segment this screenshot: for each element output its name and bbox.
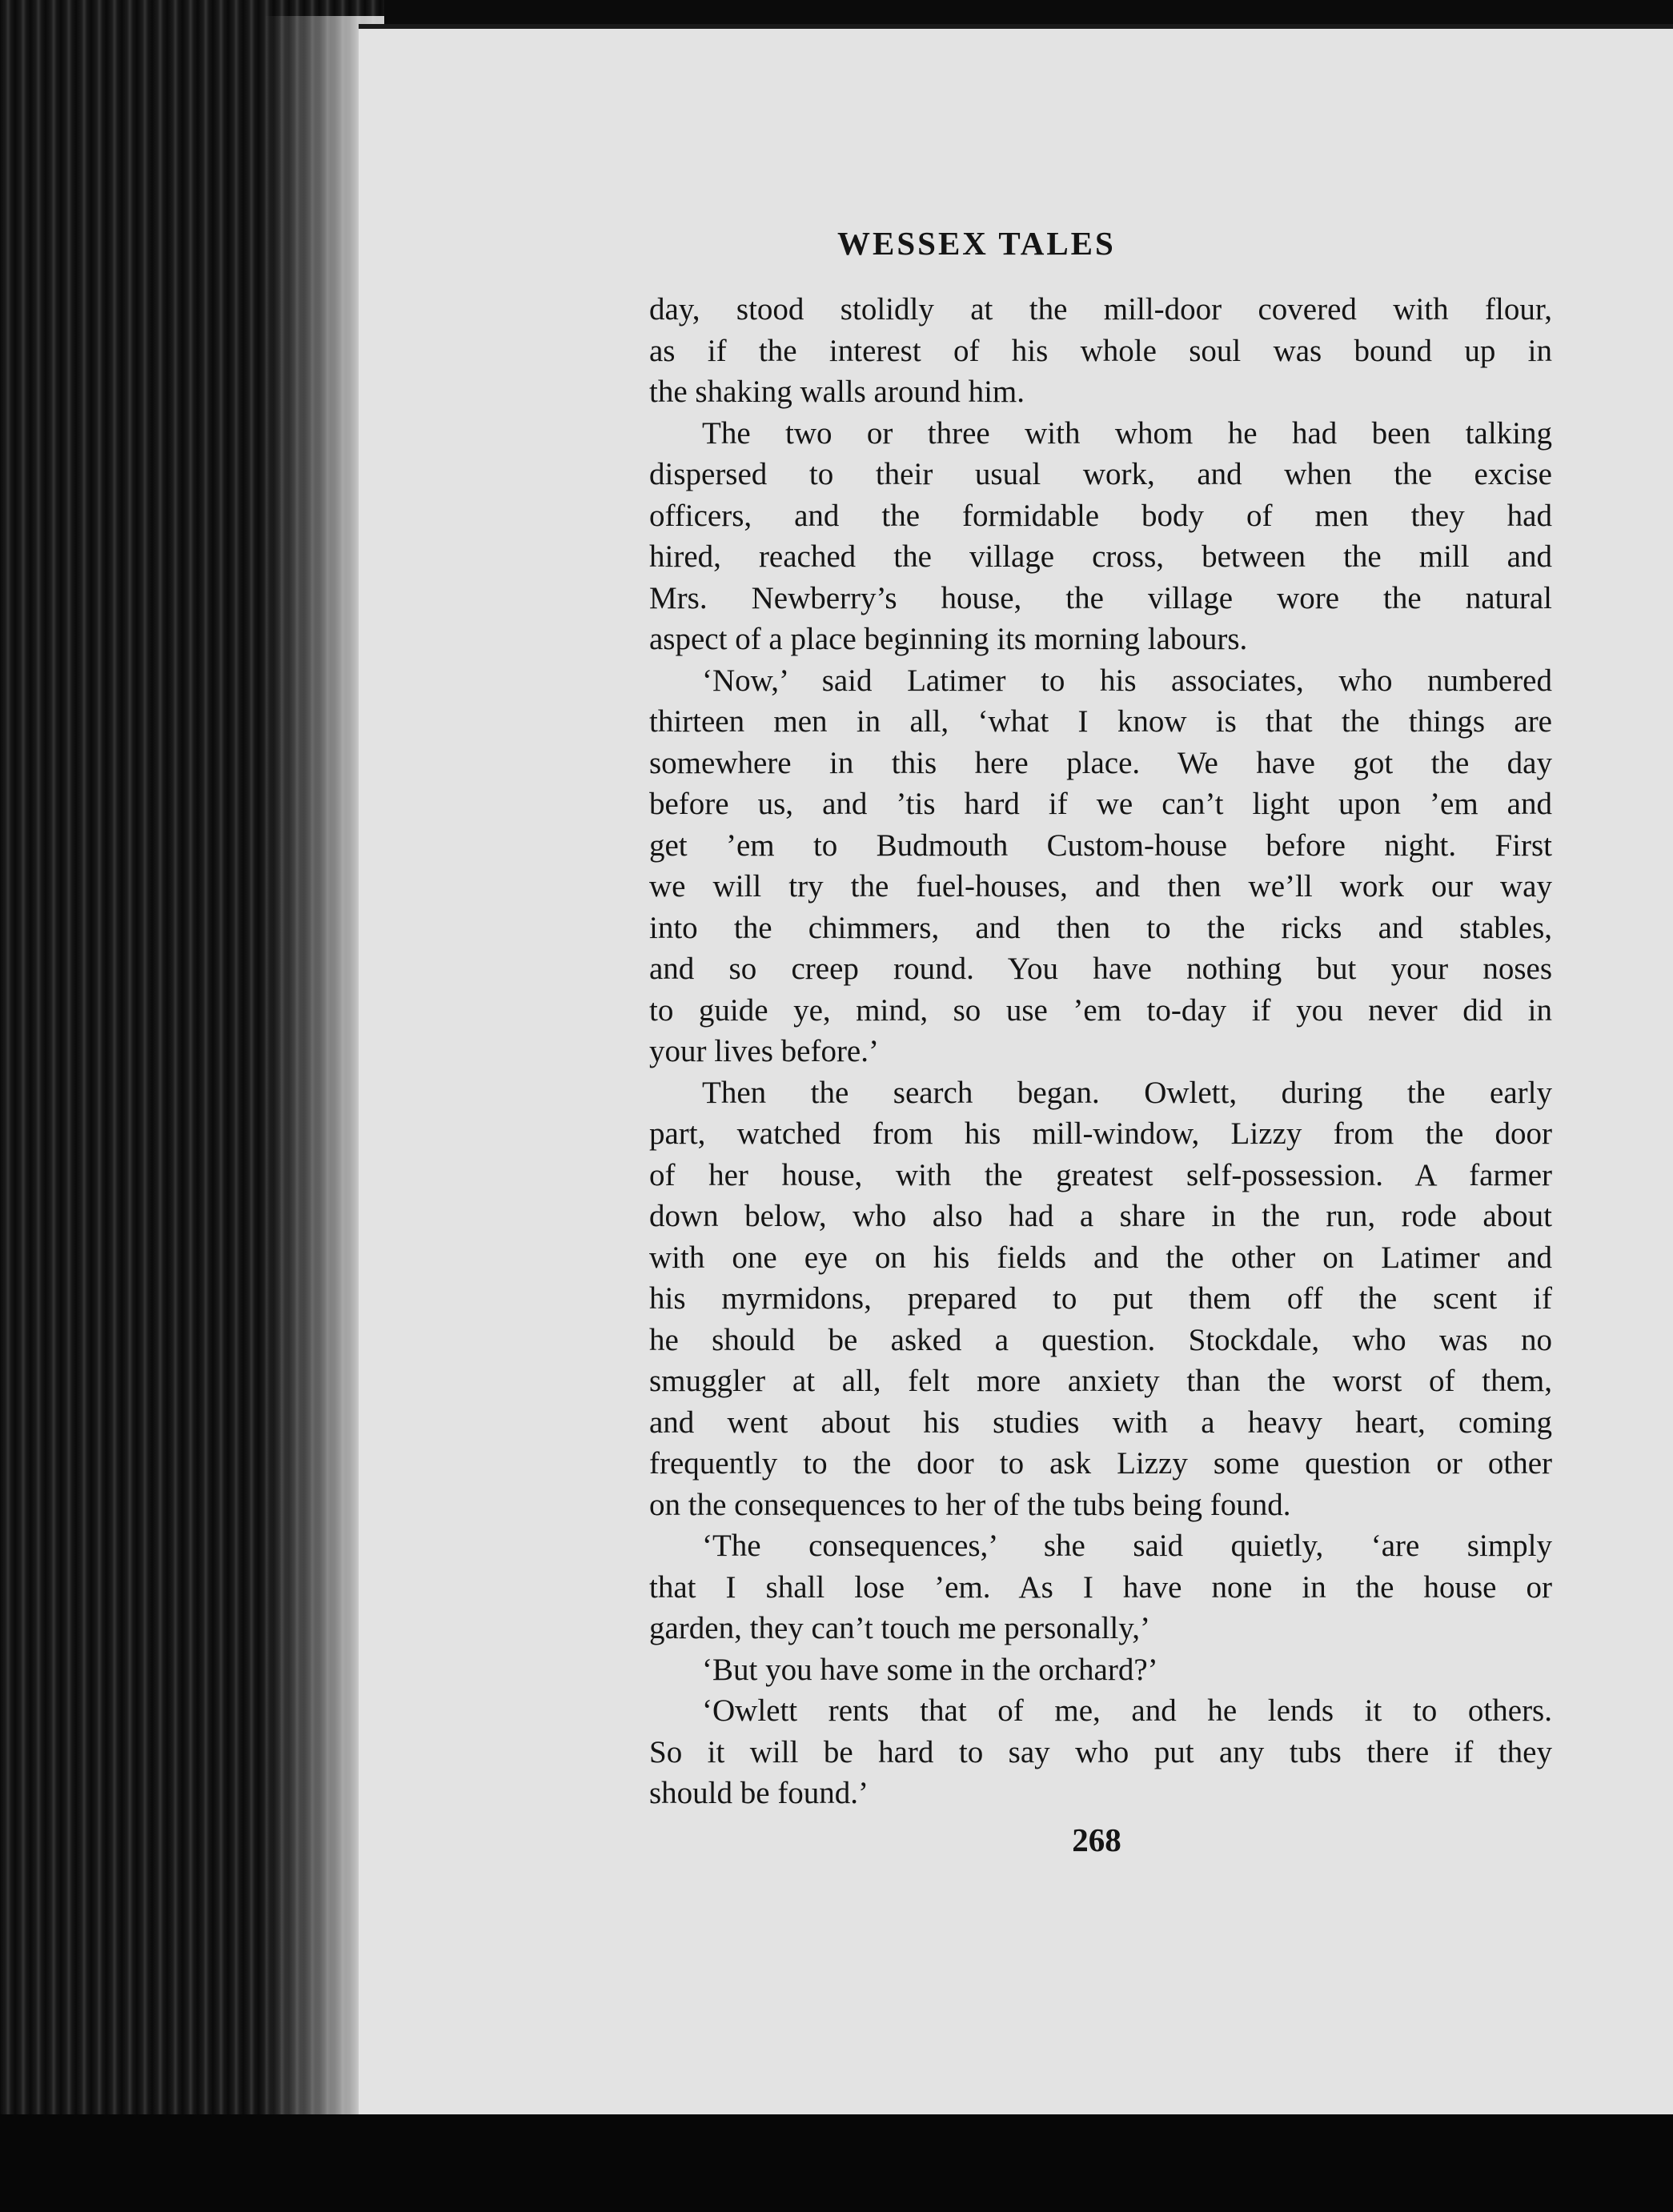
text-line: and went about his studies with a heavy heart, coming xyxy=(649,1405,1552,1440)
text-line: down below, who also had a share in the run, rode about xyxy=(649,1199,1552,1233)
text-line: hired, reached the village cross, between the mill and xyxy=(649,539,1552,574)
text-line: aspect of a place beginning its morning labours. xyxy=(649,622,1248,656)
text-line: So it will be hard to say who put any tubs there if they xyxy=(649,1734,1552,1769)
text-line: officers, and the formidable body of men they had xyxy=(649,498,1552,533)
text-line: ‘Owlett rents that of me, and he lends it to others. xyxy=(702,1693,1552,1728)
text-line: day, stood stolidly at the mill-door covered with flour, xyxy=(649,292,1552,327)
text-line: part, watched from his mill-window, Lizzy from the door xyxy=(649,1116,1552,1151)
text-line: get ’em to Budmouth Custom-house before night. First xyxy=(649,827,1552,863)
text-line: we will try the fuel-houses, and then we’ll work our way xyxy=(649,869,1552,904)
text-line: that I shall lose ’em. As I have none in the house or xyxy=(649,1569,1552,1605)
text-line: somewhere in this here place. We have got the day xyxy=(649,745,1552,780)
page-number: 268 xyxy=(1072,1821,1121,1858)
text-line: The two or three with whom he had been talking xyxy=(702,415,1552,451)
running-head: WESSEX TALES xyxy=(837,225,1116,262)
text-line: should be found.’ xyxy=(649,1776,869,1810)
text-line: of her house, with the greatest self-possession. A farmer xyxy=(649,1157,1552,1192)
text-line: ‘Now,’ said Latimer to his associates, who numbered xyxy=(702,663,1552,698)
text-line: smuggler at all, felt more anxiety than the worst of them, xyxy=(649,1364,1552,1398)
text-line: and so creep round. You have nothing but your noses xyxy=(649,952,1552,986)
text-line: your lives before.’ xyxy=(649,1034,879,1068)
text-line: before us, and ’tis hard if we can’t light upon ’em and xyxy=(649,787,1552,821)
text-line: Mrs. Newberry’s house, the village wore the natural xyxy=(649,580,1552,615)
text-line: the shaking walls around him. xyxy=(649,375,1025,409)
text-line: Then the search began. Owlett, during the early xyxy=(702,1075,1552,1110)
text-line: thirteen men in all, ‘what I know is that the things are xyxy=(649,704,1552,739)
text-line: as if the interest of his whole soul was bound up in xyxy=(649,333,1552,368)
text-line: into the chimmers, and then to the ricks and stables, xyxy=(649,910,1552,945)
text-line: with one eye on his fields and the other on Latimer and xyxy=(649,1240,1552,1275)
body-text xyxy=(649,289,1552,1814)
text-line: on the consequences to her of the tubs being found. xyxy=(649,1487,1291,1522)
text-line: garden, they can’t touch me personally,’ xyxy=(649,1611,1150,1645)
text-line: ‘But you have some in the orchard?’ xyxy=(702,1652,1158,1687)
text-line: frequently to the door to ask Lizzy some question or other xyxy=(649,1446,1552,1481)
text-line: dispersed to their usual work, and when the excise xyxy=(649,457,1552,491)
text-line: ‘The consequences,’ she said quietly, ‘are simply xyxy=(702,1529,1552,1563)
scan-border-bottom xyxy=(0,2114,1673,2212)
text-line: his myrmidons, prepared to put them off the scent if xyxy=(649,1281,1552,1316)
text-line: he should be asked a question. Stockdale, who was no xyxy=(649,1322,1552,1357)
text-line: to guide ye, mind, so use ’em to-day if you never did in xyxy=(649,992,1552,1028)
